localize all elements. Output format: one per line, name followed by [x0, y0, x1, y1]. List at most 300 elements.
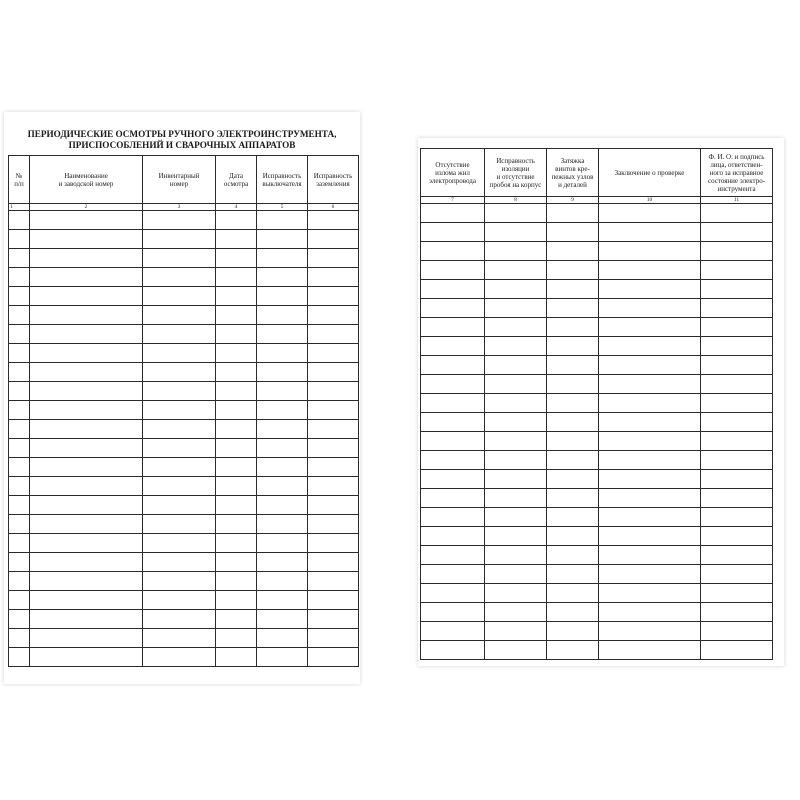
table-cell: [216, 572, 257, 591]
header-row: [9, 156, 359, 204]
table-cell: [308, 211, 359, 230]
table-row: [9, 629, 359, 648]
column-header-grounding: Исправность заземления: [308, 156, 359, 204]
table-cell: [216, 477, 257, 496]
table-cell: [421, 375, 485, 394]
table-cell: [421, 356, 485, 375]
table-row: [9, 287, 359, 306]
table-cell: [485, 318, 547, 337]
column-number: 6: [308, 204, 359, 211]
table-cell: [257, 363, 308, 382]
table-row: [421, 299, 773, 318]
table-cell: [599, 261, 701, 280]
table-row: [9, 648, 359, 667]
table-cell: [421, 622, 485, 641]
table-row: [9, 344, 359, 363]
table-cell: [9, 553, 30, 572]
table-cell: [257, 211, 308, 230]
table-cell: [9, 534, 30, 553]
table-row: [9, 610, 359, 629]
table-cell: [216, 306, 257, 325]
title-line-2: ПРИСПОСОБЛЕНИЙ И СВАРОЧНЫХ АППАРАТОВ: [68, 140, 296, 150]
table-cell: [216, 230, 257, 249]
table-cell: [701, 261, 773, 280]
right-table-body: [421, 204, 773, 660]
table-cell: [547, 299, 599, 318]
table-cell: [216, 610, 257, 629]
table-cell: [547, 470, 599, 489]
table-row: [9, 363, 359, 382]
table-cell: [547, 603, 599, 622]
table-cell: [143, 401, 216, 420]
table-cell: [9, 344, 30, 363]
table-cell: [599, 603, 701, 622]
table-cell: [599, 641, 701, 660]
table-cell: [143, 610, 216, 629]
table-cell: [143, 249, 216, 268]
table-cell: [485, 280, 547, 299]
table-cell: [308, 553, 359, 572]
table-cell: [9, 515, 30, 534]
table-cell: [485, 204, 547, 223]
table-cell: [143, 572, 216, 591]
table-cell: [216, 401, 257, 420]
left-page: [4, 112, 360, 684]
table-cell: [143, 648, 216, 667]
table-cell: [308, 477, 359, 496]
table-cell: [257, 249, 308, 268]
table-row: [421, 204, 773, 223]
table-cell: [308, 439, 359, 458]
table-cell: [485, 527, 547, 546]
table-cell: [257, 382, 308, 401]
table-cell: [216, 287, 257, 306]
table-cell: [257, 306, 308, 325]
table-cell: [421, 527, 485, 546]
table-cell: [143, 439, 216, 458]
column-number: 5: [257, 204, 308, 211]
table-cell: [599, 432, 701, 451]
table-cell: [308, 420, 359, 439]
table-cell: [421, 299, 485, 318]
table-cell: [30, 629, 143, 648]
table-cell: [421, 261, 485, 280]
table-cell: [485, 223, 547, 242]
table-row: [421, 280, 773, 299]
table-cell: [547, 622, 599, 641]
table-cell: [9, 420, 30, 439]
table-cell: [599, 413, 701, 432]
table-cell: [9, 363, 30, 382]
column-header-name: Наименование и заводской номер: [30, 156, 143, 204]
table-row: [421, 508, 773, 527]
table-cell: [308, 363, 359, 382]
column-header-insulation: Исправность изоляции и отсутствие пробоя на корпус: [485, 149, 547, 197]
table-cell: [216, 629, 257, 648]
table-cell: [599, 470, 701, 489]
table-cell: [308, 515, 359, 534]
table-cell: [257, 477, 308, 496]
table-cell: [701, 451, 773, 470]
table-cell: [257, 401, 308, 420]
table-cell: [485, 394, 547, 413]
table-cell: [547, 242, 599, 261]
table-row: [9, 230, 359, 249]
table-cell: [599, 375, 701, 394]
column-number: 11: [701, 197, 773, 204]
table-cell: [547, 394, 599, 413]
table-row: [421, 470, 773, 489]
table-cell: [421, 413, 485, 432]
column-header-date: Дата осмотра: [216, 156, 257, 204]
table-cell: [701, 375, 773, 394]
table-cell: [216, 496, 257, 515]
table-cell: [216, 420, 257, 439]
table-cell: [30, 363, 143, 382]
table-cell: [30, 401, 143, 420]
column-header-wire-break: Отсутствие излома жил электропровода: [421, 149, 485, 197]
table-cell: [30, 477, 143, 496]
table-cell: [216, 648, 257, 667]
table-cell: [421, 584, 485, 603]
table-cell: [485, 375, 547, 394]
table-cell: [9, 401, 30, 420]
table-cell: [143, 553, 216, 572]
table-cell: [485, 489, 547, 508]
table-cell: [547, 508, 599, 527]
table-cell: [547, 584, 599, 603]
table-cell: [308, 458, 359, 477]
table-cell: [599, 242, 701, 261]
table-cell: [547, 280, 599, 299]
table-cell: [9, 572, 30, 591]
table-cell: [701, 299, 773, 318]
table-row: [9, 306, 359, 325]
table-cell: [701, 622, 773, 641]
table-cell: [257, 496, 308, 515]
column-number: 8: [485, 197, 547, 204]
table-cell: [143, 211, 216, 230]
table-cell: [30, 496, 143, 515]
table-cell: [143, 515, 216, 534]
table-cell: [701, 280, 773, 299]
table-cell: [308, 268, 359, 287]
column-header-inventory: Инвентарный номер: [143, 156, 216, 204]
table-cell: [421, 223, 485, 242]
table-cell: [143, 534, 216, 553]
table-cell: [9, 610, 30, 629]
table-cell: [216, 325, 257, 344]
table-cell: [30, 534, 143, 553]
table-cell: [485, 508, 547, 527]
table-cell: [547, 337, 599, 356]
table-row: [421, 603, 773, 622]
table-cell: [701, 603, 773, 622]
table-cell: [701, 223, 773, 242]
table-cell: [701, 527, 773, 546]
table-cell: [485, 565, 547, 584]
table-cell: [701, 432, 773, 451]
table-cell: [599, 565, 701, 584]
table-cell: [308, 325, 359, 344]
table-cell: [547, 318, 599, 337]
table-row: [9, 572, 359, 591]
table-cell: [216, 382, 257, 401]
table-cell: [599, 223, 701, 242]
table-row: [9, 439, 359, 458]
table-cell: [701, 641, 773, 660]
column-number: 2: [30, 204, 143, 211]
table-cell: [9, 325, 30, 344]
table-cell: [216, 268, 257, 287]
table-cell: [30, 325, 143, 344]
table-cell: [421, 280, 485, 299]
table-cell: [701, 565, 773, 584]
table-cell: [143, 591, 216, 610]
table-cell: [9, 230, 30, 249]
table-cell: [421, 489, 485, 508]
table-cell: [547, 356, 599, 375]
table-cell: [485, 451, 547, 470]
table-row: [9, 382, 359, 401]
table-cell: [308, 287, 359, 306]
table-cell: [599, 527, 701, 546]
table-cell: [257, 572, 308, 591]
table-row: [9, 496, 359, 515]
table-row: [9, 268, 359, 287]
table-row: [9, 534, 359, 553]
table-cell: [9, 382, 30, 401]
table-row: [421, 527, 773, 546]
column-header-responsible: Ф. И. О. и подпись лица, ответствен- ного за исправное состояние электро- инструмента: [701, 149, 773, 197]
table-cell: [421, 603, 485, 622]
table-cell: [421, 508, 485, 527]
table-cell: [599, 451, 701, 470]
table-cell: [308, 629, 359, 648]
table-cell: [599, 299, 701, 318]
table-cell: [421, 204, 485, 223]
table-cell: [9, 249, 30, 268]
column-header-conclusion: Заключение о проверке: [599, 149, 701, 197]
table-cell: [547, 223, 599, 242]
table-cell: [701, 546, 773, 565]
table-cell: [485, 432, 547, 451]
left-table-body: [9, 211, 359, 667]
column-number: 4: [216, 204, 257, 211]
table-cell: [701, 394, 773, 413]
table-cell: [485, 261, 547, 280]
table-cell: [30, 306, 143, 325]
table-cell: [599, 318, 701, 337]
table-cell: [143, 268, 216, 287]
table-row: [9, 325, 359, 344]
table-cell: [257, 268, 308, 287]
table-cell: [701, 584, 773, 603]
table-row: [421, 641, 773, 660]
table-cell: [547, 261, 599, 280]
table-cell: [9, 211, 30, 230]
table-row: [9, 401, 359, 420]
table-cell: [143, 420, 216, 439]
title-line-1: ПЕРИОДИЧЕСКИЕ ОСМОТРЫ РУЧНОГО ЭЛЕКТРОИНСТРУМЕНТА,: [27, 129, 337, 139]
table-row: [9, 211, 359, 230]
table-cell: [485, 641, 547, 660]
table-cell: [143, 477, 216, 496]
table-cell: [216, 439, 257, 458]
table-cell: [485, 356, 547, 375]
column-number-row: [9, 204, 359, 211]
column-number-row: [421, 197, 773, 204]
table-cell: [701, 204, 773, 223]
table-row: [421, 242, 773, 261]
table-cell: [599, 622, 701, 641]
table-cell: [599, 356, 701, 375]
table-cell: [257, 287, 308, 306]
table-cell: [143, 629, 216, 648]
table-cell: [485, 337, 547, 356]
table-cell: [30, 268, 143, 287]
table-cell: [257, 325, 308, 344]
table-cell: [547, 451, 599, 470]
table-cell: [9, 268, 30, 287]
table-cell: [599, 584, 701, 603]
table-cell: [421, 337, 485, 356]
table-cell: [701, 470, 773, 489]
column-number: 10: [599, 197, 701, 204]
table-row: [421, 432, 773, 451]
table-cell: [257, 458, 308, 477]
table-cell: [308, 306, 359, 325]
table-row: [421, 451, 773, 470]
table-cell: [547, 641, 599, 660]
table-cell: [9, 439, 30, 458]
table-cell: [216, 515, 257, 534]
table-cell: [30, 230, 143, 249]
table-cell: [30, 458, 143, 477]
journal-title: [10, 129, 354, 151]
table-cell: [701, 337, 773, 356]
table-cell: [421, 451, 485, 470]
table-cell: [308, 591, 359, 610]
table-cell: [9, 306, 30, 325]
table-cell: [257, 230, 308, 249]
table-cell: [143, 325, 216, 344]
table-cell: [421, 546, 485, 565]
table-row: [421, 356, 773, 375]
table-cell: [308, 382, 359, 401]
table-cell: [547, 375, 599, 394]
table-cell: [308, 610, 359, 629]
table-cell: [9, 477, 30, 496]
table-cell: [257, 439, 308, 458]
table-cell: [308, 648, 359, 667]
table-row: [421, 489, 773, 508]
table-cell: [9, 648, 30, 667]
table-cell: [143, 230, 216, 249]
table-cell: [216, 211, 257, 230]
table-cell: [547, 527, 599, 546]
table-row: [421, 546, 773, 565]
table-cell: [421, 470, 485, 489]
column-number: 3: [143, 204, 216, 211]
table-row: [9, 591, 359, 610]
table-cell: [599, 280, 701, 299]
table-cell: [216, 249, 257, 268]
table-cell: [9, 458, 30, 477]
table-cell: [547, 413, 599, 432]
table-cell: [143, 344, 216, 363]
table-row: [421, 622, 773, 641]
table-cell: [599, 394, 701, 413]
inspection-table-right: [420, 148, 773, 660]
table-cell: [599, 508, 701, 527]
table-row: [9, 420, 359, 439]
table-cell: [30, 249, 143, 268]
table-row: [9, 458, 359, 477]
table-cell: [701, 508, 773, 527]
right-page: [418, 138, 784, 666]
column-header-switch: Исправность выключателя: [257, 156, 308, 204]
table-cell: [257, 534, 308, 553]
table-cell: [421, 432, 485, 451]
table-cell: [485, 622, 547, 641]
table-cell: [216, 363, 257, 382]
table-cell: [421, 641, 485, 660]
table-row: [421, 584, 773, 603]
table-row: [9, 249, 359, 268]
column-number: 7: [421, 197, 485, 204]
table-cell: [216, 591, 257, 610]
table-cell: [30, 439, 143, 458]
table-cell: [547, 489, 599, 508]
table-cell: [9, 496, 30, 515]
table-cell: [308, 401, 359, 420]
table-row: [421, 375, 773, 394]
table-cell: [257, 629, 308, 648]
table-cell: [30, 420, 143, 439]
table-row: [421, 394, 773, 413]
table-cell: [485, 299, 547, 318]
table-cell: [30, 553, 143, 572]
table-cell: [30, 591, 143, 610]
table-cell: [143, 496, 216, 515]
table-cell: [257, 610, 308, 629]
table-cell: [257, 591, 308, 610]
inspection-table-left: [8, 155, 359, 667]
table-cell: [308, 230, 359, 249]
table-cell: [485, 242, 547, 261]
column-header-screws: Затяжка винтов кре- пежных узлов и деталей: [547, 149, 599, 197]
table-cell: [30, 572, 143, 591]
table-cell: [701, 356, 773, 375]
table-cell: [547, 546, 599, 565]
table-cell: [308, 249, 359, 268]
table-cell: [308, 534, 359, 553]
table-cell: [30, 610, 143, 629]
header-row: [421, 149, 773, 197]
table-cell: [257, 553, 308, 572]
table-row: [9, 553, 359, 572]
table-cell: [308, 572, 359, 591]
table-cell: [216, 553, 257, 572]
table-cell: [701, 413, 773, 432]
table-cell: [599, 489, 701, 508]
table-cell: [485, 546, 547, 565]
table-cell: [485, 603, 547, 622]
table-cell: [30, 344, 143, 363]
table-cell: [547, 565, 599, 584]
table-cell: [599, 204, 701, 223]
